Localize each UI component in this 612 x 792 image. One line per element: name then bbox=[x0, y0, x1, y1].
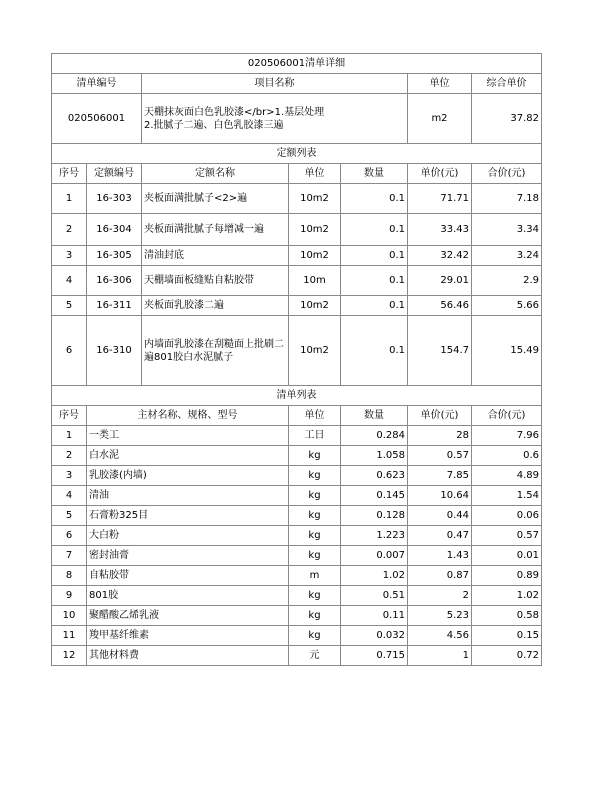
material-qty: 0.007 bbox=[341, 546, 408, 566]
material-name: 密封油膏 bbox=[87, 546, 289, 566]
bill-header-row bbox=[52, 74, 542, 94]
material-row bbox=[52, 566, 542, 586]
material-total: 0.6 bbox=[472, 446, 542, 466]
material-section-title: 清单列表 bbox=[52, 386, 542, 406]
quota-qty: 0.1 bbox=[341, 246, 408, 266]
material-price: 5.23 bbox=[408, 606, 472, 626]
bill-unit: m2 bbox=[408, 94, 472, 144]
material-row bbox=[52, 486, 542, 506]
material-name: 石膏粉325目 bbox=[87, 506, 289, 526]
quota-header-no: 序号 bbox=[52, 164, 87, 184]
material-name: 自粘胶带 bbox=[87, 566, 289, 586]
quota-title-row bbox=[52, 144, 542, 164]
material-row bbox=[52, 646, 542, 666]
material-unit: kg bbox=[289, 606, 341, 626]
quota-no: 6 bbox=[52, 316, 87, 386]
header-unit: 单位 bbox=[408, 74, 472, 94]
material-no: 5 bbox=[52, 506, 87, 526]
material-header-no: 序号 bbox=[52, 406, 87, 426]
material-name: 其他材料费 bbox=[87, 646, 289, 666]
material-price: 0.47 bbox=[408, 526, 472, 546]
quota-header-code: 定额编号 bbox=[87, 164, 142, 184]
material-name: 白水泥 bbox=[87, 446, 289, 466]
material-name: 羧甲基纤维素 bbox=[87, 626, 289, 646]
material-unit: 工日 bbox=[289, 426, 341, 446]
material-qty: 0.51 bbox=[341, 586, 408, 606]
material-no: 1 bbox=[52, 426, 87, 446]
material-unit: kg bbox=[289, 586, 341, 606]
quota-header-total: 合价(元) bbox=[472, 164, 542, 184]
quota-total: 7.18 bbox=[472, 184, 542, 214]
quota-code: 16-305 bbox=[87, 246, 142, 266]
material-no: 9 bbox=[52, 586, 87, 606]
quota-row bbox=[52, 316, 542, 386]
quota-code: 16-303 bbox=[87, 184, 142, 214]
material-no: 12 bbox=[52, 646, 87, 666]
quota-unit: 10m2 bbox=[289, 316, 341, 386]
quota-price: 71.71 bbox=[408, 184, 472, 214]
quota-name: 天棚墙面板缝贴自粘胶带 bbox=[142, 266, 289, 296]
material-unit: m bbox=[289, 566, 341, 586]
bill-unit-price: 37.82 bbox=[472, 94, 542, 144]
material-no: 3 bbox=[52, 466, 87, 486]
material-no: 8 bbox=[52, 566, 87, 586]
material-header-unit: 单位 bbox=[289, 406, 341, 426]
title-row bbox=[52, 54, 542, 74]
material-total: 0.58 bbox=[472, 606, 542, 626]
quota-total: 3.34 bbox=[472, 214, 542, 246]
material-qty: 0.032 bbox=[341, 626, 408, 646]
bill-item-name-line2: 2.批腻子二遍、白色乳胶漆三遍 bbox=[144, 119, 284, 131]
material-name: 大白粉 bbox=[87, 526, 289, 546]
material-name: 乳胶漆(内墙) bbox=[87, 466, 289, 486]
bill-code: 020506001 bbox=[52, 94, 142, 144]
quota-row bbox=[52, 214, 542, 246]
quota-name: 夹板面满批腻子<2>遍 bbox=[142, 184, 289, 214]
quota-price: 32.42 bbox=[408, 246, 472, 266]
header-bill-code: 清单编号 bbox=[52, 74, 142, 94]
material-price: 10.64 bbox=[408, 486, 472, 506]
material-unit: kg bbox=[289, 506, 341, 526]
material-row bbox=[52, 466, 542, 486]
material-price: 2 bbox=[408, 586, 472, 606]
material-price: 0.57 bbox=[408, 446, 472, 466]
quota-price: 154.7 bbox=[408, 316, 472, 386]
quota-header-name: 定额名称 bbox=[142, 164, 289, 184]
quota-header-unit: 单位 bbox=[289, 164, 341, 184]
header-item-name: 项目名称 bbox=[142, 74, 408, 94]
material-no: 6 bbox=[52, 526, 87, 546]
material-price: 1.43 bbox=[408, 546, 472, 566]
material-qty: 0.284 bbox=[341, 426, 408, 446]
material-name: 清油 bbox=[87, 486, 289, 506]
bill-detail-table bbox=[51, 53, 542, 666]
quota-unit: 10m bbox=[289, 266, 341, 296]
material-row bbox=[52, 606, 542, 626]
quota-name: 夹板面满批腻子每增减一遍 bbox=[142, 214, 289, 246]
quota-section-title: 定额列表 bbox=[52, 144, 542, 164]
quota-header-row bbox=[52, 164, 542, 184]
quota-unit: 10m2 bbox=[289, 214, 341, 246]
material-unit: kg bbox=[289, 466, 341, 486]
material-price: 4.56 bbox=[408, 626, 472, 646]
header-unit-price: 综合单价 bbox=[472, 74, 542, 94]
material-price: 28 bbox=[408, 426, 472, 446]
material-no: 10 bbox=[52, 606, 87, 626]
quota-total: 5.66 bbox=[472, 296, 542, 316]
material-header-price: 单价(元) bbox=[408, 406, 472, 426]
quota-code: 16-304 bbox=[87, 214, 142, 246]
material-unit: kg bbox=[289, 446, 341, 466]
quota-row bbox=[52, 296, 542, 316]
quota-total: 15.49 bbox=[472, 316, 542, 386]
material-name: 801胶 bbox=[87, 586, 289, 606]
quota-no: 1 bbox=[52, 184, 87, 214]
material-qty: 0.11 bbox=[341, 606, 408, 626]
material-qty: 0.623 bbox=[341, 466, 408, 486]
material-unit: kg bbox=[289, 486, 341, 506]
quota-qty: 0.1 bbox=[341, 316, 408, 386]
quota-qty: 0.1 bbox=[341, 266, 408, 296]
material-total: 1.54 bbox=[472, 486, 542, 506]
quota-no: 2 bbox=[52, 214, 87, 246]
material-header-name: 主材名称、规格、型号 bbox=[87, 406, 289, 426]
material-total: 1.02 bbox=[472, 586, 542, 606]
material-total: 7.96 bbox=[472, 426, 542, 446]
quota-code: 16-306 bbox=[87, 266, 142, 296]
material-price: 0.44 bbox=[408, 506, 472, 526]
material-no: 4 bbox=[52, 486, 87, 506]
material-total: 0.57 bbox=[472, 526, 542, 546]
quota-no: 3 bbox=[52, 246, 87, 266]
material-total: 4.89 bbox=[472, 466, 542, 486]
material-row bbox=[52, 546, 542, 566]
quota-no: 4 bbox=[52, 266, 87, 296]
material-row bbox=[52, 586, 542, 606]
material-unit: kg bbox=[289, 526, 341, 546]
material-qty: 0.128 bbox=[341, 506, 408, 526]
quota-name: 夹板面乳胶漆二遍 bbox=[142, 296, 289, 316]
material-unit: kg bbox=[289, 546, 341, 566]
page-title: 020506001清单详细 bbox=[52, 54, 542, 74]
material-row bbox=[52, 626, 542, 646]
material-no: 2 bbox=[52, 446, 87, 466]
material-row bbox=[52, 426, 542, 446]
quota-qty: 0.1 bbox=[341, 296, 408, 316]
material-title-row bbox=[52, 386, 542, 406]
quota-row bbox=[52, 246, 542, 266]
material-total: 0.89 bbox=[472, 566, 542, 586]
quota-no: 5 bbox=[52, 296, 87, 316]
material-unit: 元 bbox=[289, 646, 341, 666]
material-no: 11 bbox=[52, 626, 87, 646]
bill-item-name bbox=[142, 94, 408, 144]
quota-name: 内墙面乳胶漆在刮糙面上批刷二遍801胶白水泥腻子 bbox=[142, 316, 289, 386]
material-price: 1 bbox=[408, 646, 472, 666]
bill-row bbox=[52, 94, 542, 144]
material-header-qty: 数量 bbox=[341, 406, 408, 426]
material-header-total: 合价(元) bbox=[472, 406, 542, 426]
quota-total: 2.9 bbox=[472, 266, 542, 296]
material-total: 0.06 bbox=[472, 506, 542, 526]
quota-row bbox=[52, 266, 542, 296]
quota-header-price: 单价(元) bbox=[408, 164, 472, 184]
material-qty: 1.058 bbox=[341, 446, 408, 466]
material-total: 0.72 bbox=[472, 646, 542, 666]
quota-row bbox=[52, 184, 542, 214]
material-qty: 1.223 bbox=[341, 526, 408, 546]
material-name: 聚醋酸乙烯乳液 bbox=[87, 606, 289, 626]
quota-qty: 0.1 bbox=[341, 184, 408, 214]
quota-total: 3.24 bbox=[472, 246, 542, 266]
material-total: 0.15 bbox=[472, 626, 542, 646]
material-header-row bbox=[52, 406, 542, 426]
material-qty: 0.715 bbox=[341, 646, 408, 666]
material-row bbox=[52, 526, 542, 546]
material-row bbox=[52, 506, 542, 526]
quota-unit: 10m2 bbox=[289, 246, 341, 266]
quota-unit: 10m2 bbox=[289, 296, 341, 316]
material-total: 0.01 bbox=[472, 546, 542, 566]
material-no: 7 bbox=[52, 546, 87, 566]
material-price: 0.87 bbox=[408, 566, 472, 586]
material-row bbox=[52, 446, 542, 466]
quota-price: 56.46 bbox=[408, 296, 472, 316]
quota-qty: 0.1 bbox=[341, 214, 408, 246]
material-qty: 0.145 bbox=[341, 486, 408, 506]
material-name: 一类工 bbox=[87, 426, 289, 446]
quota-unit: 10m2 bbox=[289, 184, 341, 214]
quota-price: 33.43 bbox=[408, 214, 472, 246]
material-unit: kg bbox=[289, 626, 341, 646]
quota-header-qty: 数量 bbox=[341, 164, 408, 184]
quota-price: 29.01 bbox=[408, 266, 472, 296]
quota-name: 清油封底 bbox=[142, 246, 289, 266]
quota-code: 16-310 bbox=[87, 316, 142, 386]
material-qty: 1.02 bbox=[341, 566, 408, 586]
bill-item-name-line1: 天棚抹灰面白色乳胶漆</br>1.基层处理 bbox=[144, 106, 325, 118]
quota-code: 16-311 bbox=[87, 296, 142, 316]
material-price: 7.85 bbox=[408, 466, 472, 486]
